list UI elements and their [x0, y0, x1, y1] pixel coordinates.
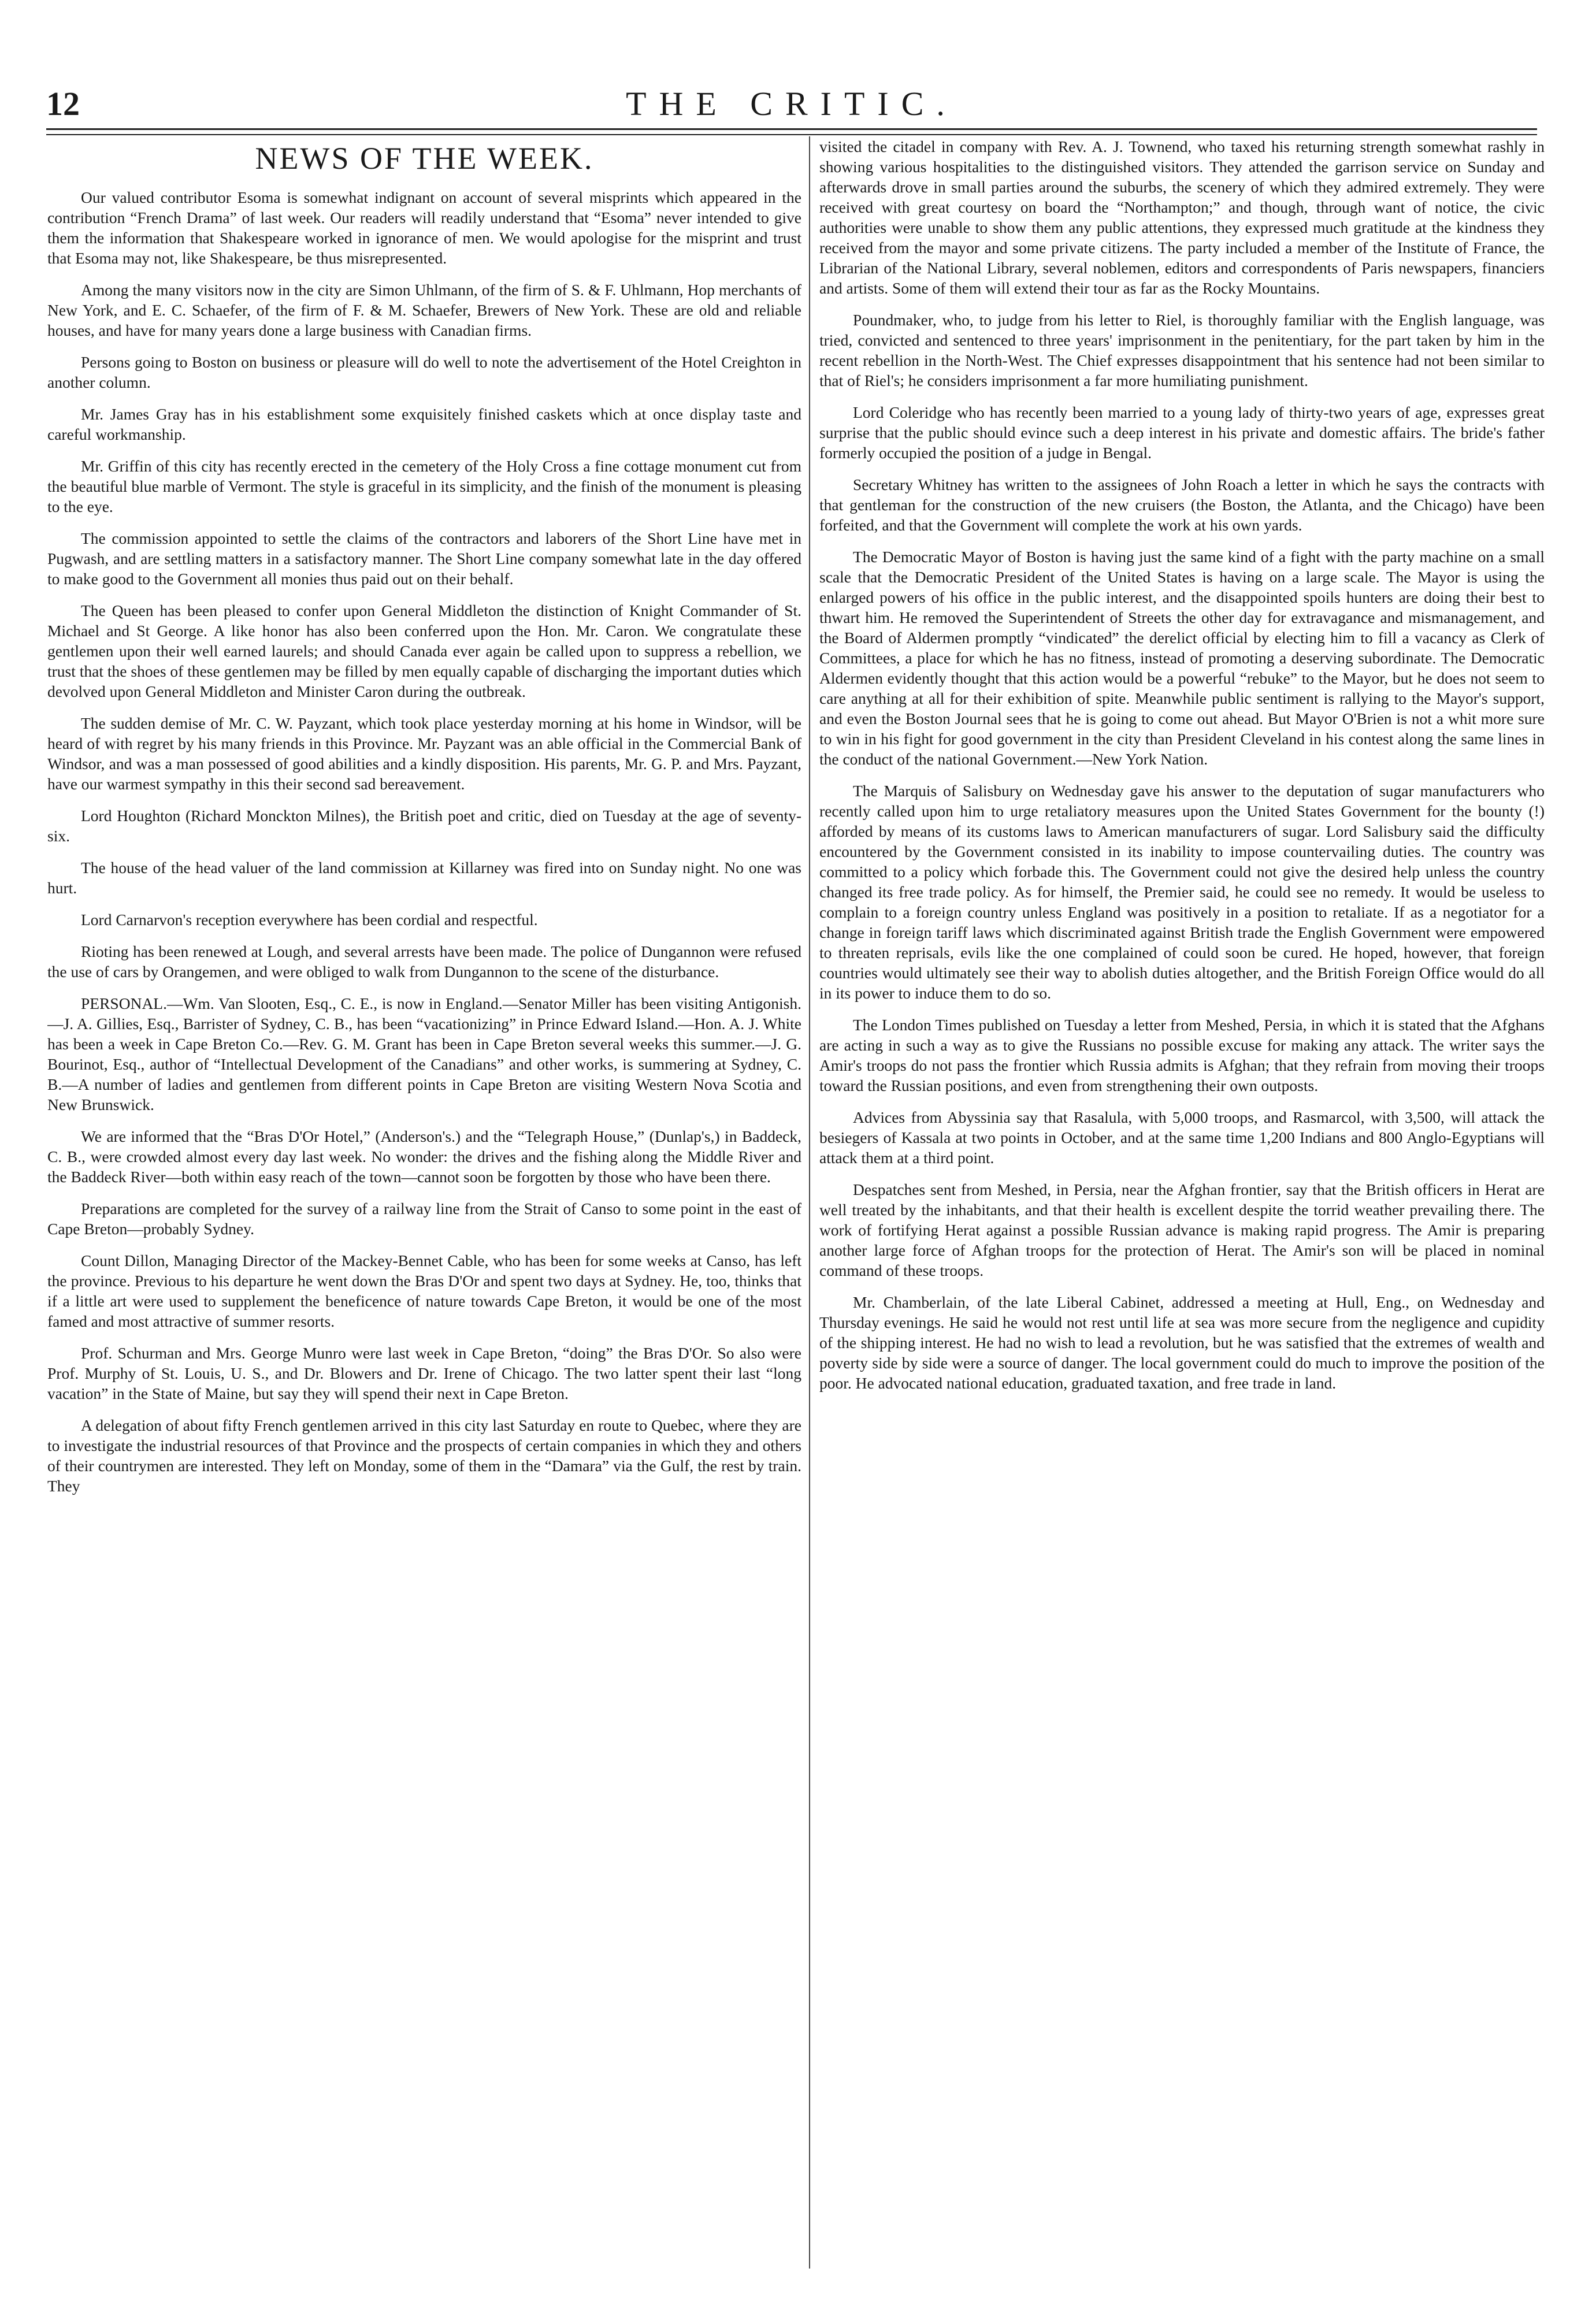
left-column	[47, 136, 801, 2274]
header-rule	[46, 128, 1537, 130]
right-column	[819, 136, 1545, 2274]
news-paragraph-dillon: Count Dillon, Managing Director of the Mackey-Bennet Cable, who has been for some weeks at Canso, has left the province. Previous to his departure he went down the Bras D'Or and spent two days at Sydney. He, too, thinks that if a little art were used to supplement the beneficence of nature towards Cape Breton, it would be one of the most famed and most attractive of summer resorts.	[47, 1252, 801, 1330]
news-paragraph-visitors: Among the many visitors now in the city are Simon Uhlmann, of the firm of S. & F. Uhlmann, Hop merchants of New York, and E. C. Schaefer, of the firm of F. & M. Schaefer, Brewers of New York. These are old and reliable houses, and have for many years done a large business with Canadian firms.	[47, 281, 801, 339]
page-number: 12	[46, 85, 80, 122]
news-paragraph-abyssinia: Advices from Abyssinia say that Rasalula, with 5,000 troops, and Rasmarcol, with 3,500, will attack the besiegers of Kassala at two points in October, and at the same time 1,200 Indians and 800 Anglo-Egyptians will attack them at a third point.	[819, 1108, 1545, 1167]
news-paragraph-boston: Persons going to Boston on business or pleasure will do well to note the advertisement of the Hotel Creighton in another column.	[47, 353, 801, 391]
news-paragraph-coleridge: Lord Coleridge who has recently been married to a young lady of thirty-two years of age, expresses great surprise that the public should evince such a deep interest in his private and domestic affairs. The bride's father formerly occupied the position of a judge in Bengal.	[819, 403, 1545, 462]
news-paragraph-griffin: Mr. Griffin of this city has recently erected in the cemetery of the Holy Cross a fine cottage monument cut from the beautiful blue marble of Vermont. The style is graceful in its simplicity, and the finish of the monument is pleasing to the eye.	[47, 457, 801, 515]
news-paragraph-carnarvon: Lord Carnarvon's reception everywhere has been cordial and respectful.	[81, 911, 538, 929]
news-paragraph-schurman: Prof. Schurman and Mrs. George Munro were last week in Cape Breton, “doing” the Bras D'Or. So also were Prof. Murphy of St. Louis, U. S., and Dr. Blowers and Dr. Irene of Chicago. The two latter spent their last “long vacation” in the State of Maine, but say they will spend their next in Cape Breton.	[47, 1344, 801, 1402]
news-paragraph-rioting: Rioting has been renewed at Lough, and several arrests have been made. The police of Dungannon were refused the use of cars by Orangemen, and were obliged to walk from Dungannon to the scene of the disturbance.	[47, 942, 801, 981]
news-paragraph-boston-mayor: The Democratic Mayor of Boston is having just the same kind of a fight with the party machine on a small scale that the Democratic President of the United States is having on a large scale. The Mayor is using the enlarged powers of his office in the public interest, and the disappointed spoils hunters are doing their best to thwart him. He removed the Superintendent of Streets the other day for extravagance and mismanagement, and the Board of Aldermen promptly “vindicated” the derelict official by electing him to fill a vacancy as Clerk of Committees, a place for which he has no fitness, instead of promoting a deserving subordinate. The Democratic Aldermen evidently thought that this action would be a powerful “rebuke” to the Mayor, but he does not seem to care anything at all for their exhibition of spite. Meanwhile public sentiment is rallying to the Mayor's support, and even the Boston Journal sees that he is going to come out ahead. But Mayor O'Brien is not a whit more sure to win in his fight for good government in the city than President Cleveland in his contest along the same lines in the conduct of the national Government.—New York Nation.	[819, 548, 1545, 768]
news-paragraph-whitney: Secretary Whitney has written to the assignees of John Roach a letter in which he says the contracts with that gentleman for the construction of the new cruisers (the Boston, the Atlanta, and the Chicago) have been forfeited, and that the Government will complete the work at his own yards.	[819, 476, 1545, 534]
news-paragraph-short-line: The commission appointed to settle the claims of the contractors and laborers of the Short Line have met in Pugwash, and are settling matters in a satisfactory manner. The Short Line company somewhat late in the day offered to make good to the Government all monies thus paid out on their behalf.	[47, 529, 801, 588]
news-paragraph-railway: Preparations are completed for the survey of a railway line from the Strait of Canso to some point in the east of Cape Breton—probably Sydney.	[47, 1200, 801, 1238]
news-paragraph-citadel: visited the citadel in company with Rev. A. J. Townend, who taxed his returning strength somewhat rashly in showing various hospitalities to the distinguished visitors. They attended the garrison service on Sunday and afterwards drove in small parties around the suburbs, the scenery of which they admired extremely. They were received with great courtesy on board the “Northampton;” and though, through want of notice, the civic authorities were unable to show them any public attentions, they expressed much gratitude at the kindness they received from the mayor and some private citizens. The party included a member of the Institute of France, the Librarian of the National Library, several noblemen, editors and correspondents of Paris newspapers, financiers and artists. Some of them will extend their tour as far as the Rocky Mountains.	[819, 138, 1545, 297]
news-paragraph-personal: PERSONAL.—Wm. Van Slooten, Esq., C. E., is now in England.—Senator Miller has been visiting Antigonish.—J. A. Gillies, Esq., Barrister of Sydney, C. B., has been “vacationizing” in Prince Edward Island.—Hon. A. J. White has been a week in Cape Breton Co.—Rev. G. M. Grant has been in Cape Breton several weeks this summer.—J. G. Bourinot, Esq., author of “Intellectual Development of the Canadians” and other works, is summering at Sydney, C. B.—A number of ladies and gentlemen from different points in Cape Breton are visiting Western Nova Scotia and New Brunswick.	[47, 994, 801, 1113]
news-paragraph-knighthood: The Queen has been pleased to confer upon General Middleton the distinction of Knight Commander of St. Michael and St George. A like honor has also been conferred upon the Hon. Mr. Caron. We congratulate these gentlemen upon their well earned laurels; and should Canada ever again be called upon to suppress a rebellion, we trust that the shoes of these gentlemen may be filled by men equally capable of discharging the important duties which devolved upon General Middleton and Minister Caron during the outbreak.	[47, 602, 801, 700]
news-paragraph-payzant: The sudden demise of Mr. C. W. Payzant, which took place yesterday morning at his home in Windsor, will be heard of with regret by his many friends in this Province. Mr. Payzant was an able official in the Commercial Bank of Windsor, and was a man possessed of good abilities and a kindly disposition. His parents, Mr. G. P. and Mrs. Payzant, have our warmest sympathy in this their second sad bereavement.	[47, 714, 801, 793]
news-paragraph-baddeck: We are informed that the “Bras D'Or Hotel,” (Anderson's.) and the “Telegraph House,” (Dunlap's,) in Baddeck, C. B., were crowded almost every day last week. No wonder: the drives and the fishing along the Middle River and the Baddeck River—both within easy reach of the town—cannot soon be forgotten by those who have been there.	[47, 1127, 801, 1186]
news-paragraph-chamberlain: Mr. Chamberlain, of the late Liberal Cabinet, addressed a meeting at Hull, Eng., on Wednesday and Thursday evenings. He said he would not rest until life at sea was more secure from the negligence and cupidity of the shipping interest. He had no wish to lead a revolution, but he was satisfied that the extremes of wealth and poverty side by side were a source of danger. The local government could do much to improve the position of the poor. He advocated national education, graduated taxation, and free trade in land.	[819, 1293, 1545, 1392]
news-paragraph-gray: Mr. James Gray has in his establishment some exquisitely finished caskets which at once display taste and careful workmanship.	[47, 405, 801, 443]
news-paragraph-esoma: Our valued contributor Esoma is somewhat indignant on account of several misprints which appeared in the contribution “French Drama” of last week. Our readers will readily understand that “Esoma” never intended to give them the information that Shakespeare worked in ignorance of men. We would apologise for the misprint and trust that Esoma may not, like Shakespeare, be thus misrepresented.	[47, 188, 801, 267]
page-header	[46, 81, 1537, 127]
news-paragraph-poundmaker: Poundmaker, who, to judge from his letter to Riel, is thoroughly familiar with the English language, was tried, convicted and sentenced to three years' imprisonment in the penitentiary, for the part taken by him in the recent rebellion in the North-West. The Chief expresses disappointment that his sentence had not been similar to that of Riel's; he considers imprisonment a far more humiliating punishment.	[819, 311, 1545, 389]
section-title: NEWS OF THE WEEK.	[255, 141, 594, 176]
news-paragraph-times-meshed: The London Times published on Tuesday a letter from Meshed, Persia, in which it is stated that the Afghans are acting in such a way as to give the Russians no possible excuse for making any attack. The writer says the Amir's troops do not pass the frontier which Russia admits is Afghan; that they refrain from moving their troops toward the Russian positions, and even from strengthening their own outposts.	[819, 1016, 1545, 1094]
masthead: THE CRITIC.	[626, 85, 957, 122]
news-paragraph-herat: Despatches sent from Meshed, in Persia, near the Afghan frontier, say that the British officers in Herat are well treated by the inhabitants, and that their health is excellent despite the torrid weather prevailing there. The work of fortifying Herat against a possible Russian advance is making rapid progress. The Amir is preparing another large force of Afghan troops for the protection of Herat. The Amir's son will be placed in nominal command of these troops.	[819, 1180, 1545, 1279]
column-divider	[809, 136, 810, 2269]
news-paragraph-killarney: The house of the head valuer of the land commission at Killarney was fired into on Sunday night. No one was hurt.	[47, 859, 801, 897]
news-paragraph-french-delegation: A delegation of about fifty French gentlemen arrived in this city last Saturday en route to Quebec, where they are to investigate the industrial resources of that Province and the prospects of certain companies in which they and others of their countrymen are interested. They left on Monday, some of them in the “Damara” via the Gulf, the rest by train. They	[47, 1416, 801, 1495]
news-paragraph-salisbury: The Marquis of Salisbury on Wednesday gave his answer to the deputation of sugar manufacturers who recently called upon him to urge retaliatory measures upon the United States Government for the bounty (!) afforded by means of its customs laws to American manufacturers of sugar. Lord Salisbury said the difficulty encountered by the Government consisted in its inability to impose countervailing duties. The country was committed to a policy which forbade this. The Government could not give the desired help unless the country changed its free trade policy. As for himself, the Premier said, he could see no remedy. It would be useless to complain to a foreign country unless England was positively in a position to retaliate. If as a negotiator for a change in foreign tariff laws which discriminated against British trade the English Government were empowered to threaten reprisals, evils like the one complained of could soon be cured. He hoped, however, that foreign countries would ultimately see their way to abolish duties altogether, and the British Foreign Office would do all in its power to induce them to do so.	[819, 782, 1545, 1002]
news-paragraph-houghton: Lord Houghton (Richard Monckton Milnes), the British poet and critic, died on Tuesday at the age of seventy-six.	[47, 807, 801, 845]
header-rule-thin	[46, 134, 1537, 135]
